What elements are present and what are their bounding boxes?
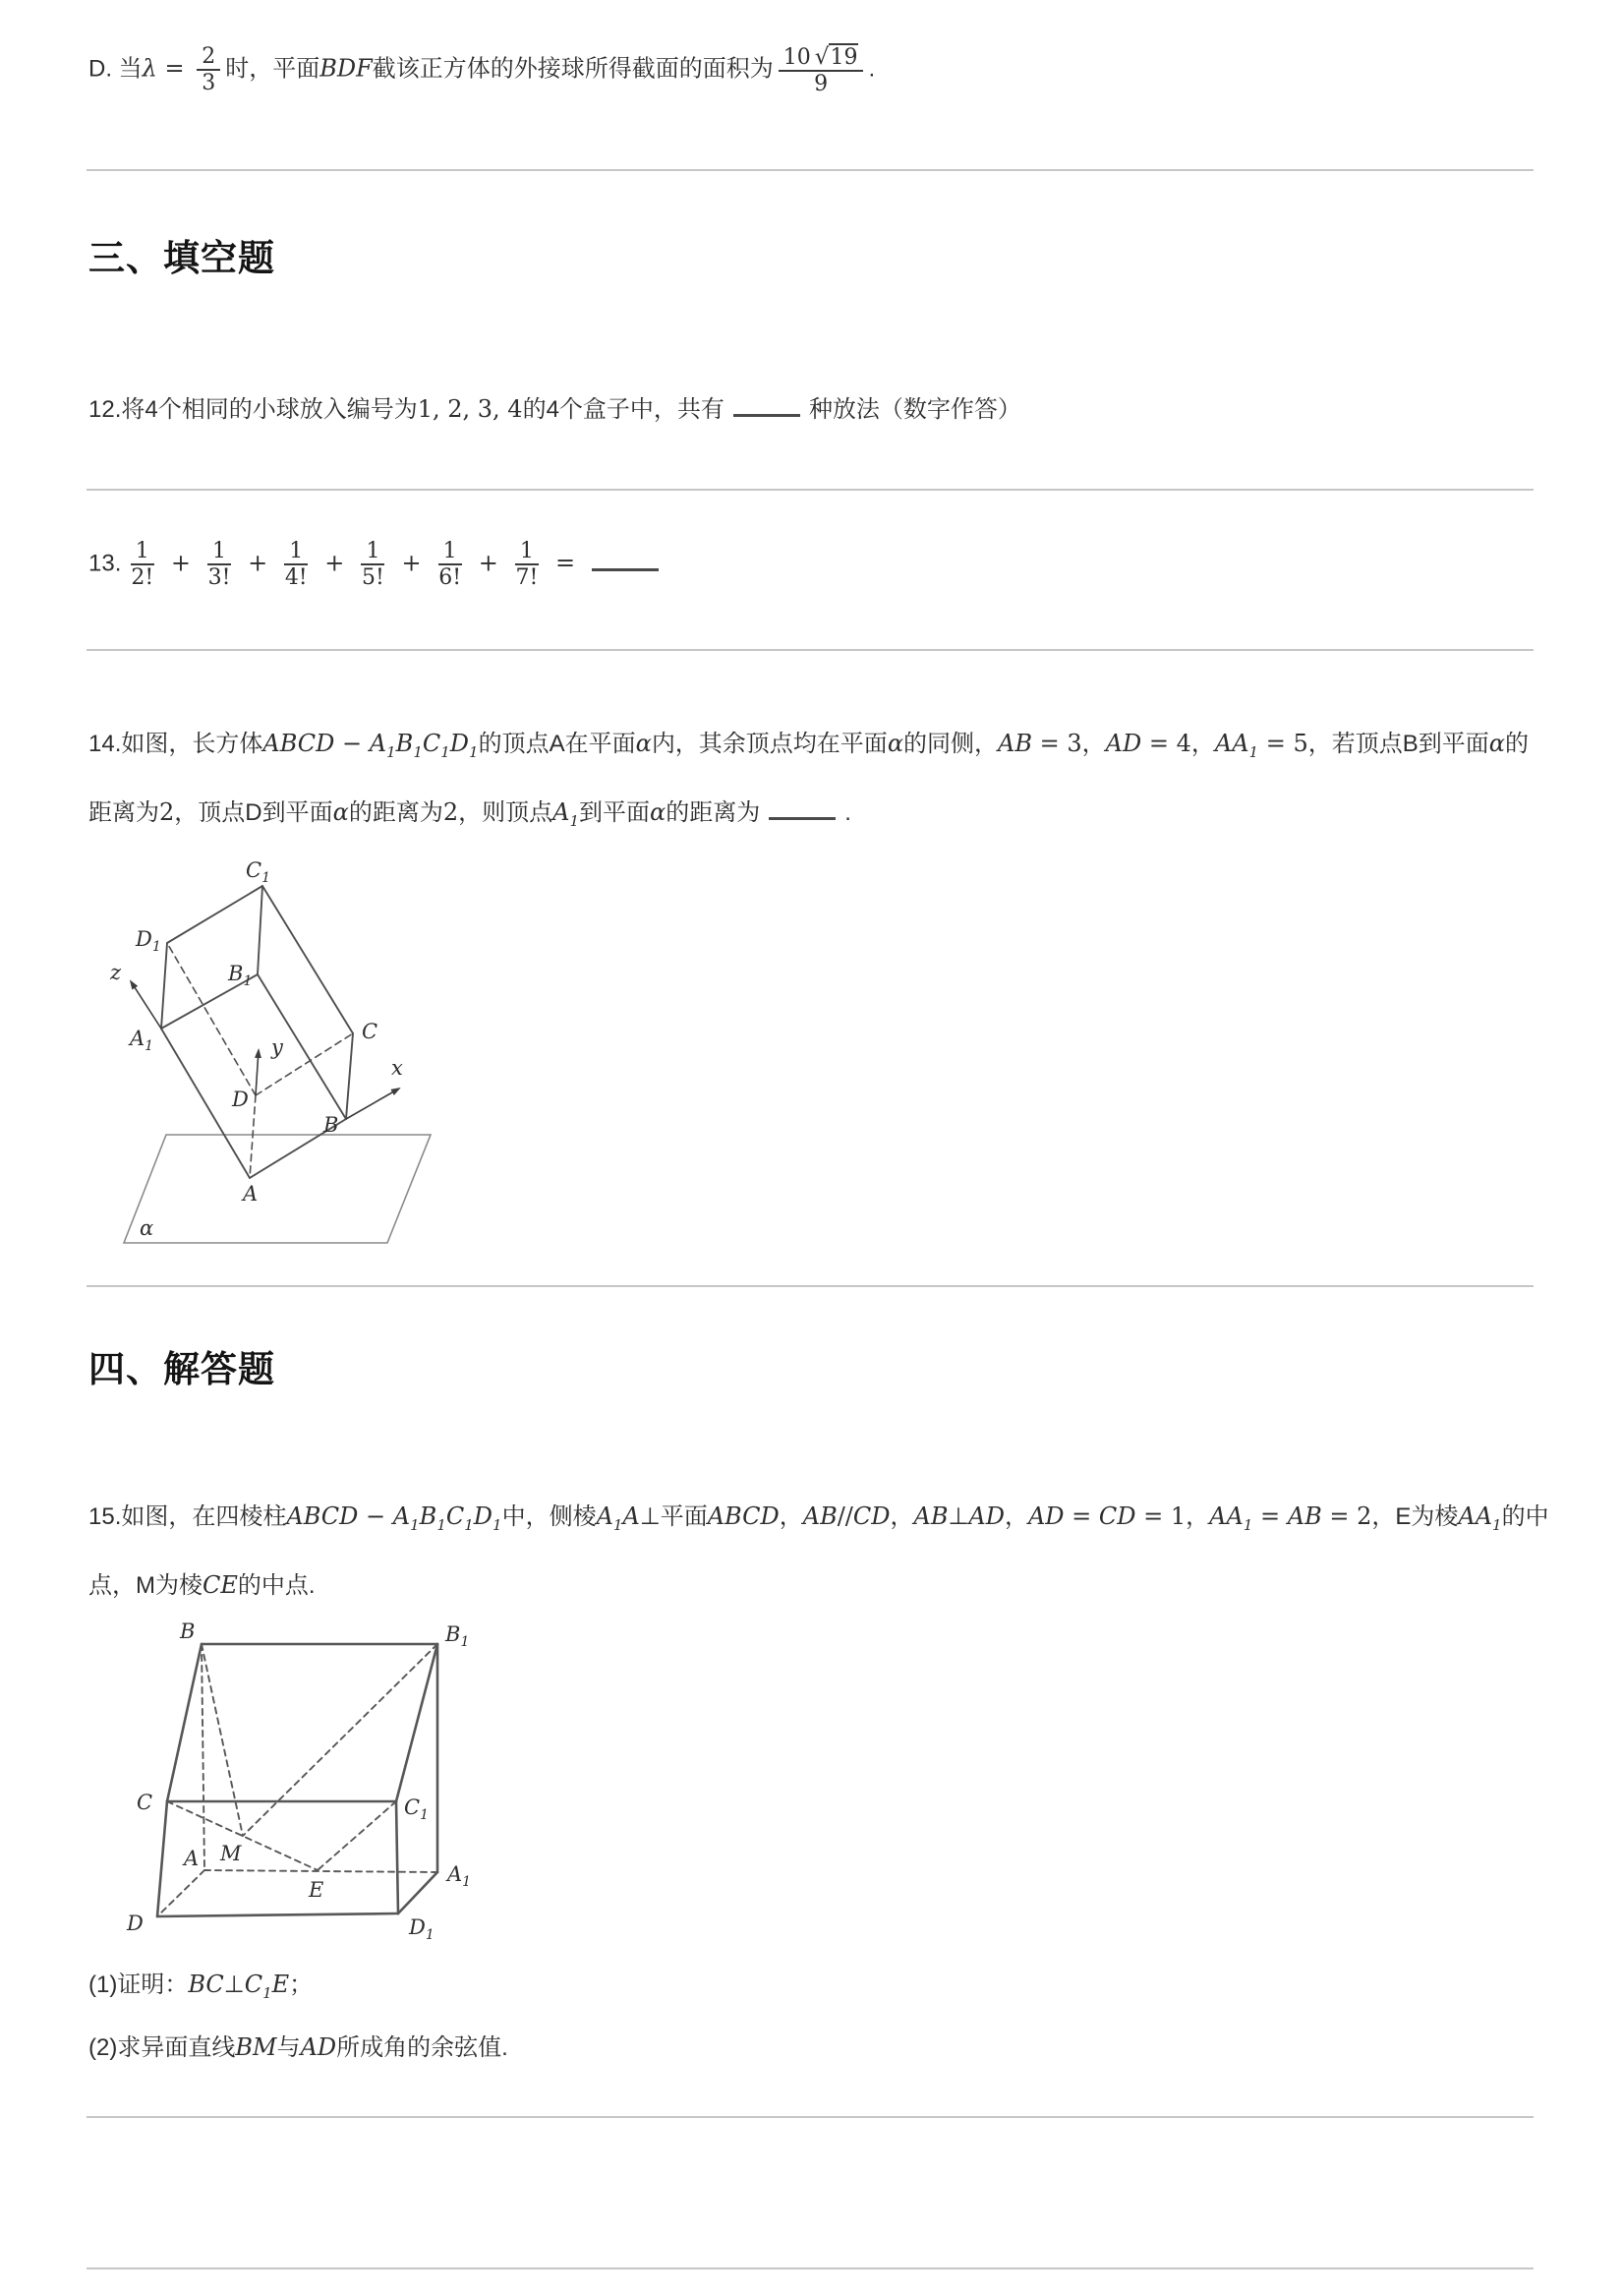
section-3-heading: 三、填空题 [88,238,275,278]
svg-text:C1: $C_1$ [246,858,270,886]
svg-text:B1: $B_1$ [228,962,253,989]
svg-text:z: z [110,961,122,984]
question-15-part-2: (2)求异面直线BM与AD所成角的余弦值. [88,2033,508,2061]
svg-text:B: B [323,1113,339,1137]
svg-text:B1: $B_1$ [445,1622,470,1650]
fraction: $\frac{1}{3!}$ [207,539,231,591]
svg-text:C: C [362,1020,378,1043]
divider [87,2267,1534,2269]
svg-text:A: A [243,1182,259,1206]
svg-text:C1: $C_1$ [404,1796,429,1823]
svg-text:B: B [180,1619,196,1643]
svg-text:D: D [127,1912,144,1935]
fraction: $\frac{1}{6!}$ [438,539,462,591]
svg-text:D1: $D_1$ [409,1915,434,1943]
svg-text:x: x [391,1056,403,1080]
svg-text:C: C [137,1791,153,1814]
option-d-line: D. 当λ = $\frac{2}{3}$ 时，平面BDF截该正方体的外接球所得截面的面积为 10 √ 19 9 . [88,44,876,97]
answer-blank [733,414,800,417]
question-14: 14.如图，长方体ABCD − $A_1B_1C_1D_1$的顶点A在平面α内，其余顶点均在平面α的同侧，AB = 3，AD = 4，$AA_1 = 5$，若顶点B到平面α的距离为2，顶点D到平面α的距离为2，则顶点$A_1$到平面α的距离为 . [88,730,1529,830]
section-4-heading: 四、解答题 [88,1349,275,1389]
divider [87,169,1534,171]
svg-text:D1: $D_1$ [136,927,161,955]
divider [87,489,1534,491]
fraction: $\frac{1}{5!}$ [362,539,384,591]
fraction: $\frac{1}{4!}$ [284,539,308,591]
figure-q15-prism [93,1619,487,1949]
svg-text:D: D [232,1088,249,1111]
divider [87,1285,1534,1287]
question-15-part-1: (1)证明：$BC\perp C_1E$； [88,1971,314,2002]
svg-text:α: α [140,1216,154,1240]
svg-text:A: A [184,1847,200,1870]
svg-text:M: M [220,1842,242,1865]
divider [87,2116,1534,2118]
fraction: $\frac{1}{7!}$ [515,539,539,591]
svg-text:y: y [271,1035,283,1059]
fraction: $\frac{2}{3}$ [197,44,220,96]
question-12: 12.将4个相同的小球放入编号为1, 2, 3, 4的4个盒子中，共有 种放法（数字作答） [88,395,1021,423]
question-13: 13. $\frac{1}{2!}$ + $\frac{1}{3!}$ + $\frac{1}{4!}$ + $\frac{1}{5!}$ + $\frac{1}{6!}$ + $\frac{1}{7!}$ = [88,539,667,591]
figure-q14-box-on-plane [98,852,452,1260]
question-15: 15.如图，在四棱柱ABCD − $A_1B_1C_1D_1$中，侧棱$A_1A\perp$平面ABCD，AB//CD，AB⊥AD，AD = CD = 1，$AA_1$ = AB = 2，E为棱$AA_1$的中点，M为棱CE的中点. [88,1502,1549,1599]
svg-text:E: E [309,1878,324,1902]
answer-blank [769,817,836,820]
svg-text:A1: $A_1$ [447,1862,472,1890]
svg-text:A1: $A_1$ [130,1027,154,1054]
fraction: $\frac{1}{2!}$ [131,539,154,591]
sqrt-fraction: 10 √ 19 9 [779,43,864,97]
divider [87,649,1534,651]
answer-blank [592,568,659,571]
